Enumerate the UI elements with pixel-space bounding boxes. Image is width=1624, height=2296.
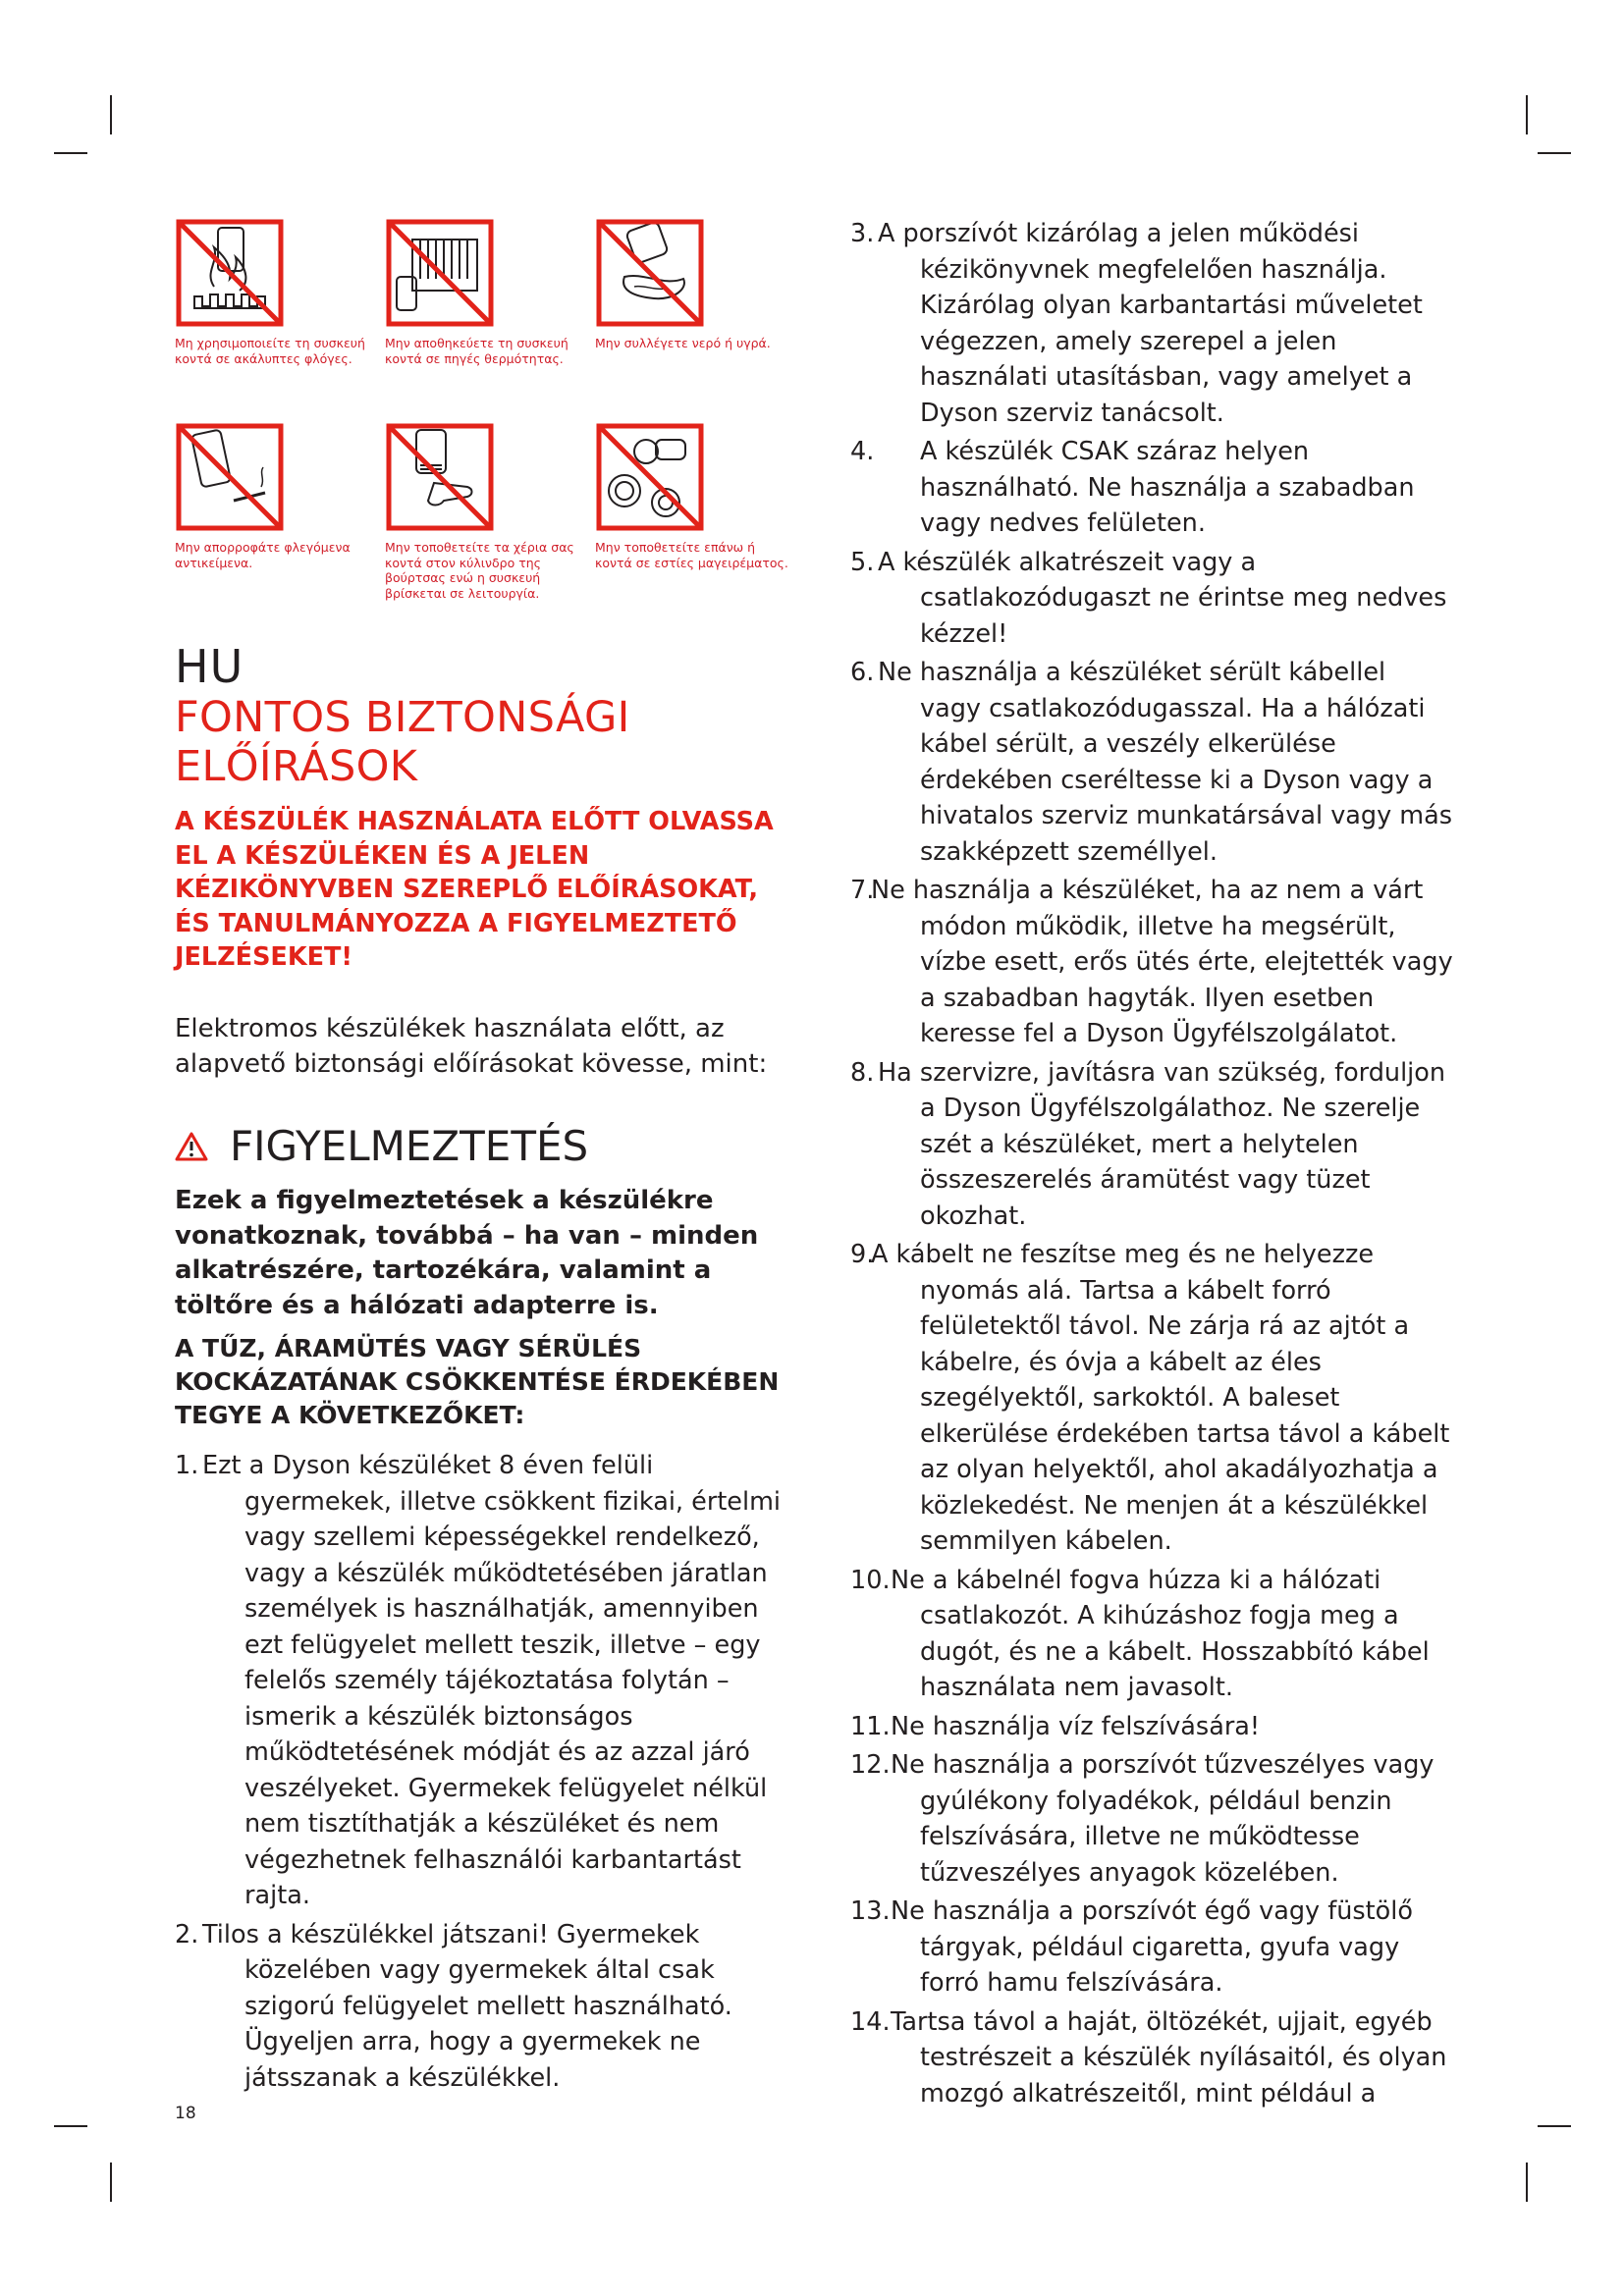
left-safety-list <box>175 1448 784 2099</box>
list-item-text: Ha szervizre, javításra van szükség, forduljon a Dyson Ügyfélszolgálathoz. Ne szerelje szét a készüléket, mert a helytelen összeszerelés áramütést vagy tüzet okozhat. <box>878 1057 1445 1231</box>
list-item-number: 6. <box>850 658 875 687</box>
icon-caption: Μην τοποθετείτε επάνω ή κοντά σε εστίες μαγειρέματος. <box>595 540 788 570</box>
icon-caption: Μη χρησιμοποιείτε τη συσκευή κοντά σε ακάλυπτες φλόγες. <box>175 336 365 366</box>
list-item <box>175 1917 784 2097</box>
list-item-text: Ne használja a porszívót tűzveszélyes vagy gyúlékony folyadékok, például benzin felszívására, illetve ne működtesse tűzveszélyes anyagok közelében. <box>891 1750 1435 1888</box>
crop-mark <box>54 2125 87 2127</box>
crop-mark <box>110 2163 112 2202</box>
warning-heading <box>175 1121 784 1172</box>
list-item-number: 3. <box>850 219 875 248</box>
warning-heading-text: FIGYELMEZTETÉS <box>230 1122 589 1170</box>
red-intro-text: A KÉSZÜLÉK HASZNÁLATA ELŐTT OLVASSA EL A KÉSZÜLÉKEN ÉS A JELEN KÉZIKÖNYVBEN SZEREPLŐ ELŐÍRÁSOKAT, ÉS TANULMÁNYOZZA A FIGYELMEZTETŐ JELZÉSEKET! <box>175 807 774 972</box>
icon-caption: Μην απορροφάτε φλεγόμενα αντικείμενα. <box>175 540 351 570</box>
no-stove-icon <box>595 422 705 532</box>
list-item-number: 2. <box>175 1919 199 1949</box>
no-hands-brushbar-icon <box>385 422 495 532</box>
list-item-text: Ezt a Dyson készüléket 8 éven felüli gyermekek, illetve csökkent fizikai, értelmi vagy szellemi képességekkel rendelkező, vagy a készülék működtetésében járatlan személyek is használhatják, amennyiben ezt felügyelet mellett teszik, illetve – egy felelős személy tájékoztatása folytán – ismerik a készülék biztonságos működtetésének módját és az azzal járó veszélyeket. Gyermekek felügyelet nélkül nem tisztíthatják a készüléket és nem végezhetnek felhasználói karbantartást rajta. <box>202 1451 782 1910</box>
list-item-text: Ne a kábelnél fogva húzza ki a hálózati csatlakozót. A kihúzáshoz fogja meg a dugót, és ne a kábelt. Hosszabbító kábel használata nem javasolt. <box>891 1565 1430 1702</box>
list-item <box>850 1894 1454 2002</box>
list-item-text: Ne használja a készüléket sérült kábellel vagy csatlakozódugasszal. Ha a hálózati kábel sérült, a veszély elkerülése érdekében cseréltesse ki a Dyson vagy a hivatalos szerviz munkatársával vagy más szakképzett személlyel. <box>878 658 1453 867</box>
warning-text: Ezek a figyelmeztetések a készülékre vonatkoznak, továbbá – ha van – minden alkatrészére, tartozékára, valamint a töltőre és a hálózati adapterre is. <box>175 1186 759 1320</box>
safety-icon-2 <box>385 218 591 366</box>
list-item <box>850 1709 1454 1745</box>
safety-icon-6 <box>595 422 801 570</box>
list-item-number: 1. <box>175 1451 199 1480</box>
list-item-text: Ne használja víz felszívására! <box>891 1711 1261 1741</box>
crop-mark <box>54 152 87 154</box>
list-item-number: 5. <box>850 547 875 577</box>
list-item <box>850 1055 1454 1235</box>
lead-text: Elektromos készülékek használata előtt, az alapvető biztonsági előírásokat kövesse, mint: <box>175 1014 768 1079</box>
list-item-number: 12. <box>850 1750 891 1780</box>
language-code: HU <box>175 640 244 693</box>
crop-mark <box>1526 95 1528 134</box>
list-item-number: 7. <box>850 876 875 905</box>
list-item-number: 10. <box>850 1565 891 1595</box>
list-item-number: 13. <box>850 1896 891 1926</box>
safety-icon-3 <box>595 218 801 351</box>
list-item <box>850 873 1454 1052</box>
crop-mark <box>110 95 112 134</box>
safety-icon-5 <box>385 422 591 601</box>
list-item-text: Ne használja a porszívót égő vagy füstölő tárgyak, például cigaretta, gyufa vagy forró hamu felszívására. <box>891 1896 1413 1998</box>
list-item-text: Tilos a készülékkel játszani! Gyermekek közelében vagy gyermekek által csak szigorú felügyelet mellett használható. Ügyeljen arra, hogy a gyermekek ne játsszanak a készülékkel. <box>202 1919 732 2093</box>
warning-triangle-icon <box>175 1132 208 1161</box>
crop-mark <box>1526 2163 1528 2202</box>
list-item-number: 4. <box>850 437 875 466</box>
right-safety-list <box>850 216 1454 2114</box>
list-item <box>850 655 1454 870</box>
list-item <box>850 1563 1454 1706</box>
list-item-number: 14. <box>850 2006 891 2037</box>
no-water-icon <box>595 218 705 328</box>
no-flames-icon <box>175 218 285 328</box>
list-item <box>850 2004 1454 2112</box>
list-item-text: Tartsa távol a haját, öltözékét, ujjait, egyéb testrészeit a készülék nyílásaitól, és olyan mozgó alkatrészeitől, mint például a <box>891 2006 1447 2109</box>
no-heat-source-icon <box>385 218 495 328</box>
safety-icon-1 <box>175 218 381 366</box>
safety-icon-4 <box>175 422 381 570</box>
list-item <box>850 545 1454 653</box>
list-item-number: 8. <box>850 1057 875 1088</box>
risk-reduction-text: A TŰZ, ÁRAMÜTÉS VAGY SÉRÜLÉS KOCKÁZATÁNAK CSÖKKENTÉSE ÉRDEKÉBEN TEGYE A KÖVETKEZŐKET: <box>175 1334 780 1429</box>
list-item <box>850 1747 1454 1891</box>
list-item <box>850 1237 1454 1560</box>
list-item-text: A készülék alkatrészeit vagy a csatlakozódugaszt ne érintse meg nedves kézzel! <box>878 547 1447 649</box>
list-item-text: A porszívót kizárólag a jelen működési kézikönyvnek megfelelően használja. Kizárólag olyan karbantartási műveletet végezzen, amely szerepel a jelen használati utasításban, vagy amelyet a Dyson szerviz tanácsolt. <box>878 219 1423 428</box>
crop-mark <box>1538 2125 1571 2127</box>
icon-caption: Μην συλλέγετε νερό ή υγρά. <box>595 336 771 350</box>
list-item-number: 9. <box>850 1240 875 1269</box>
list-item-text: A kábelt ne feszítse meg és ne helyezze nyomás alá. Tartsa a kábelt forró felületektől távol. Ne zárja rá az ajtót a kábelre, és óvja a kábelt az éles szegélyektől, sarkoktól. A baleset elkerülése érdekében tartsa távol a kábelt az olyan helyektől, ahol akadályozhatja a közlekedést. Ne menjen át a készülékkel semmilyen kábelen. <box>871 1240 1450 1556</box>
list-item-number: 11. <box>850 1711 891 1741</box>
page-title: FONTOS BIZTONSÁGI ELŐÍRÁSOK <box>175 693 630 791</box>
list-item <box>850 216 1454 431</box>
icon-caption: Μην τοποθετείτε τα χέρια σας κοντά στον κύλινδρο της βούρτσας ενώ η συσκευή βρίσκεται σε λειτουργία. <box>385 540 574 601</box>
list-item <box>175 1448 784 1914</box>
list-item <box>850 434 1454 542</box>
list-item-text: A készülék CSAK száraz helyen használható. Ne használja a szabadban vagy nedves felületen. <box>920 437 1415 538</box>
icon-caption: Μην αποθηκεύετε τη συσκευή κοντά σε πηγές θερμότητας. <box>385 336 568 366</box>
no-burning-objects-icon <box>175 422 285 532</box>
page-number: 18 <box>175 2104 196 2123</box>
list-item-text: Ne használja a készüléket, ha az nem a várt módon működik, illetve ha megsérült, vízbe esett, erős ütés érte, elejtették vagy a szabadban hagyták. Ilyen esetben keresse fel a Dyson Ügyfélszolgálatot. <box>871 876 1453 1048</box>
crop-mark <box>1538 152 1571 154</box>
